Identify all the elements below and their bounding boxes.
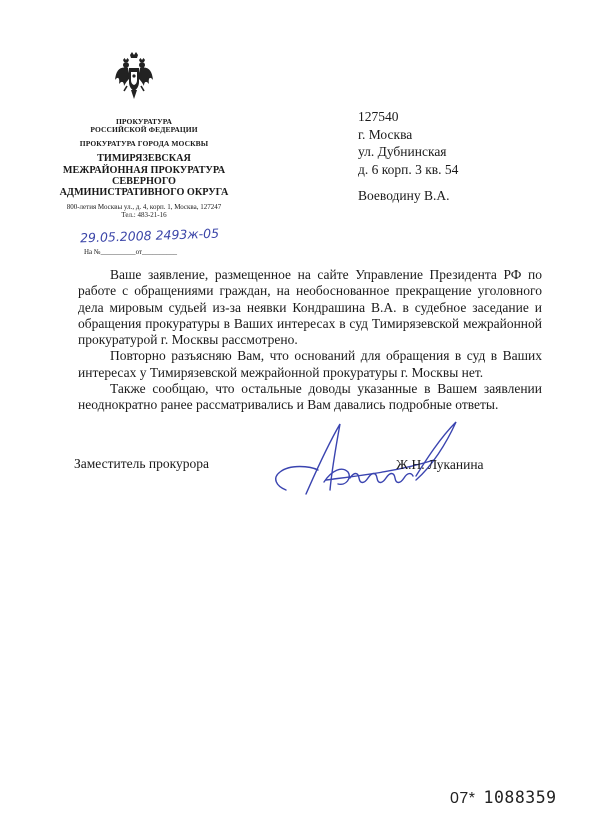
org-name-line-1: ТИМИРЯЗЕВСКАЯ — [97, 153, 191, 165]
org-name-line-4: АДМИНИСТРАТИВНОГО ОКРУГА — [59, 187, 229, 199]
recipient-postcode: 127540 — [358, 109, 399, 124]
body-paragraph-2: Повторно разъясняю Вам, что оснований для обращения в суд в Ваших интересах у Тимирязевской межрайонной прокуратуры г. Москвы нет. — [78, 348, 542, 380]
org-address: 800-летия Москвы ул., д. 4, корп. 1, Москва, 127247 — [66, 202, 222, 211]
coat-of-arms-icon — [114, 52, 154, 100]
recipient-house: д. 6 корп. 3 кв. 54 — [358, 161, 459, 177]
recipient-street: ул. Дубнинская — [358, 144, 447, 160]
org-line-prokuratura: ПРОКУРАТУРА — [115, 117, 173, 126]
recipient-address — [358, 108, 458, 178]
org-name-line-3: СЕВЕРНОГО — [112, 176, 176, 188]
signer-name: Ж.Н. Луканина — [396, 457, 484, 472]
recipient-name: Воеводину В.А. — [358, 188, 450, 203]
body-paragraph-3: Также сообщаю, что остальные доводы указанные в Вашем заявлении неоднократно ранее рассматривались и Вам давались подробные ответы. — [78, 381, 542, 413]
recipient-city: г. Москва — [358, 126, 413, 142]
handwritten-reference-number: 29.05.2008 2493ж-05 — [79, 225, 220, 246]
document-serial-number — [450, 788, 557, 808]
serial-prefix: 07* — [450, 790, 476, 807]
letterhead-organization — [58, 118, 230, 220]
letter-body — [78, 267, 542, 414]
reference-line: На №__________от__________ — [84, 248, 178, 256]
org-phone: Тел.: 483-21-16 — [121, 210, 167, 219]
signer-position: Заместитель прокурора — [74, 456, 209, 471]
body-paragraph-1: Ваше заявление, размещенное на сайте Управление Президента РФ по работе с обращениями граждан, на необоснованное прекращение уголовного дела мировым судьей из-за неявки Кондрашина В.А. в судебное заседание и обращения прокуратуры в Ваших интересах в суд Тимирязевской межрайонной прокуратурой г. Москвы рассмотрено. — [78, 267, 542, 348]
serial-digits: 1088359 — [483, 788, 557, 807]
org-line-moscow: ПРОКУРАТУРА ГОРОДА МОСКВЫ — [79, 138, 209, 148]
org-line-rf: РОССИЙСКОЙ ФЕДЕРАЦИИ — [90, 125, 198, 135]
org-name-line-2: МЕЖРАЙОННАЯ ПРОКУРАТУРА — [62, 164, 226, 176]
